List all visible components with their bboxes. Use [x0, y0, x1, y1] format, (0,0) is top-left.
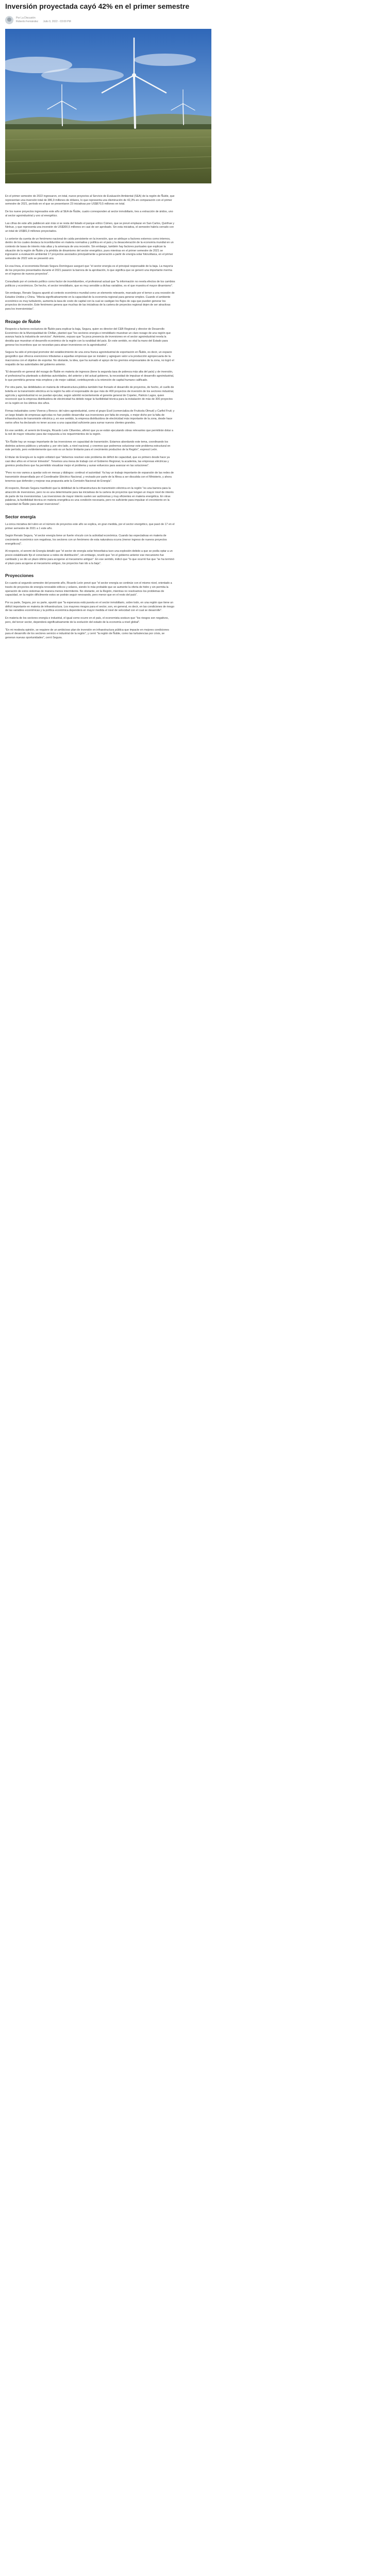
byline [5, 12, 376, 28]
article-section [5, 514, 376, 566]
byline-author[interactable]: Roberto Fernández [16, 20, 39, 23]
article-paragraph: "En Ñuble hay un rezago importante de las inversiones en capacidad de transmisión. Estamos abordando este tema, coordinando los distintos actores públicos y privados y, por otro lado, a nivel nacional, y creemos que podremos solucionar este problema estructural en este período, pero evidentemente que esto es un factor limitante para el crecimiento productivo de la Región", expresó León. [5, 440, 171, 452]
section-heading: Rezago de Ñuble [5, 318, 41, 324]
byline-date: Julio 9, 2022 - 03:00 PM [43, 20, 71, 23]
article-paragraph: Firmas industriales como Viveros y Brevco; del rubro agroindustrial, como el grupo Exzil (comercializa de Fruticola Olmué) y Carfiol Fruit; y un largo listado de empresas agrícolas no han podido desarrollar sus inversiones por falta de energía, o mejor dicho por la falta de infraestructura de transmisión eléctrica y, en ese sentido, la empresa distribuidora de electricidad más importante de la zona, desde hace varios años ha declarado no tener acceso a una capacidad suficiente para sumar nuevos clientes grandes. [5, 409, 175, 425]
article-paragraph: "En mi modesta opinión, se requiere de un ambicioso plan de inversión en infraestructura pública que impacte en mejores condiciones para el desarrollo de los sectores servicio e industrial de la región", y cerró "la región de Ñuble, como las turbulencias por crisis, se generan nuevas oportunidades", cerró Segura. [5, 628, 169, 639]
article-paragraph: Por su parte, Segura, por su parte, apuntó que "la esperanza está puesta en el sector inmobiliario, sobre todo, en una región que tiene un déficit importante en materia de infraestructura. Los mayores riesgos para el sector, son, en general, es decir, en las condiciones de riesgo de las variables económicas y la política económica dependerá en mayor medida el nivel de velocidad con el cual se desarrolle". [5, 601, 174, 613]
article-paragraph: En el primer semestre de 2022 ingresaron, en total, nueve proyectos al Servicio de Evaluación Ambiental (SEA) de la región de Ñuble, que representan una inversión total de 386,9 millones de dólares, lo que representa una disminución de 42,3% en comparación con el primer semestre de 2021, período en el que se presentaron 23 iniciativas por US$670,5 millones en total. [5, 195, 175, 206]
article-paragraph: Las cifras de este año palidecen aún más si se resta del listado el parque eólico Cúmeo, que se prevé emplazar en San Carlos, Quirihue y Ninhue, y que representa una inversión de US$300,5 millones en casi de ser aprobado. Sin esta iniciativa, el semestre habría cerrado con un total de US$81,9 millones proyectados. [5, 222, 174, 233]
article-paragraph: Al respecto, el seremi de Energía detalló que "el sector de energía solar fotovoltaica tuvo una explosión debido a que se podía optar a un precio estabilizado fijo el conectarse a redes de distribución", sin embargo, reveló que "en el gobierno anterior ese mecanismo fue cambiado y se dio un plazo último para acogerse al mecanismo antiguo". En ese sentido, indicó que "lo que ocurrió fue que "se ha terminó el plazo para acogerse al mecanismo antiguo, los proyectos han ido a la baja". [5, 550, 174, 565]
article-paragraph: En materia de los sectores energía e industrial, el igual como ocurre en el país, el economista sostuvo que "los riesgos son negativos, pero, del tercer sector, dependerá significativamente de la evolución del estado de la economía a nivel global". [5, 617, 169, 624]
byline-meta [16, 20, 75, 24]
hero-photo [5, 29, 211, 183]
section-heading: Sector energía [5, 514, 36, 519]
article-paragraph: En ese sentido, el seremi de Energía, Ricardo León Cifuentes, afirmó que ya se están ejecutando obras relevantes que permitirán dotar a la red de mayor robustez para dar respuesta a los requerimientos de la región. [5, 429, 173, 436]
byline-label: Por La Discusión [16, 16, 36, 20]
article-paragraph: En esa línea, el economista Renato Segura Domínguez aseguró que "el sector energía es el principal responsable de la baja. La mayoría de los proyectos presentados durante el 2021 pasaron la barrera de la aprobación, lo que significa que se generó una importante merma en el ingreso de nuevos proyectos". [5, 264, 173, 276]
section-heading: Proyecciones [5, 573, 34, 579]
article-paragraph: Lo anterior da cuenta de un fenómeno nacional de caída persistente en la inversión, que se atribuye a factores externos como internos, dentro de los cuales destaca la incertidumbre en materia normativa y política en el país y la desaceleración de la economía mundial en un contexto de tasas de interés más altas y la amenaza de una recesión. Sin embargo, también hay factores puntuales que explican la situación de la región de Ñuble y la pérdida de dinamismo del sector energético, pues mientras en el primer semestre de 2021 se ingresaron a evaluación ambiental 17 proyectos asociados principalmente a generación a partir de energía solar fotovoltaica, en el primer semestre de 2022 solo se presentó uno. [5, 237, 174, 261]
article-title: Inversión proyectada cayó 42% en el primer semestre [5, 2, 190, 10]
article-paragraph: Sin embargo, Renato Segura apuntó al contexto económico mundial como un elemento relevante, marcado por el temor a una recesión de Estados Unidos y China. "Afecta significativamente en la capacidad de la economía regional para generar empleo. Cuando el ambiente económico es muy turbulento, aumenta la tasa de costo de capital con la cual se castigan los flujos de caja que pueden generar los proyectos de inversión. Este fenómeno genera que muchas de las iniciativas de la cartera de proyectos regional dejen de ser atractivas para los inversionistas". [5, 292, 175, 311]
article-body [5, 195, 376, 640]
article-paragraph: En cuanto al segundo semestre del presente año, Ricardo León prevé que "el sector energía se continúe con el mismo nivel, orientado a través de proyectos de energía renovable eólicos y solares, siendo lo más probable que se aumente la oferta de hidro y sin permita la operación de estos sistemas de manera menos intermitente. No obstante, en la Región, mientras no resolvamos los problemas de capacidad, en la región difícilmente estos se podrán seguir renovando, pero menor que en el resto del país". [5, 582, 172, 597]
article-paragraph: La única iniciativa del rubro en el número de proyectos este año se explica, en gran medida, por el sector energético, que pasó de 17 en el primer semestre de 2021 a 1 este año. [5, 522, 175, 530]
article-paragraph: Según Renato Segura, "el sector energía tiene un fuerte vínculo con la actividad económica. Cuando las expectativas en materia de crecimiento económico son negativas, los sectores con un fenómeno de esta naturaleza ocurra (menor ingreso de nuevos proyectos energéticos)". [5, 534, 167, 546]
article-section [5, 573, 376, 640]
byline-text [16, 16, 75, 24]
article-sections [5, 319, 376, 640]
article-paragraph: Por otra parte, las debilidades en materia de infraestructura pública también han frenado el desarrollo de proyectos, de hecho, el cuello de botella en la transmisión eléctrica en la región ha sido el responsable de que más de 400 proyectos de inversión de los sectores industrial, agrícola y agroindustrial no se puedan ejecutar, según advirtió recientemente el gerente general de Copelec, Patricio Lagos, quien reconoció que la empresa distribuidora de electricidad ha debido negar la factibilidad técnica para la instalación de más de 300 proyectos en la región en los últimos dos años. [5, 386, 174, 405]
article-paragraph: "El desarrollo en general del rezago de Ñuble en materia de ingresos (tiene la segunda tasa de pobreza más alta del país) y de inversión, el profesional ha planteado a distintas autoridades, del anterior y del actual gobierno, la necesidad de impulsar el desarrollo agroindustrial, lo que permitiría generar más empleos y de mejor calidad, contribuyendo a la retención de capital humano calificado. [5, 370, 174, 382]
article-page [0, 2, 381, 640]
article-paragraph: Segura ha sido el principal promotor del establecimiento de una zona franca agroindustrial de exportación en Ñuble, es decir, un espacio geográfico que ofrezca exenciones tributarias a aquellas empresas que se instalen y agreguen valor a la producción agropecuaria de la macrozona con el objetivo de exportar. No obstante, la idea, que ha sumado el apoyo de los gremios empresariales de la zona, no logró el respaldo de las autoridades del gobierno anterior. [5, 351, 174, 366]
author-avatar [5, 16, 13, 24]
cloud [41, 68, 124, 82]
article-paragraph: Al respecto, Renato Segura manifestó que la debilidad de la infraestructura de transmisión eléctrica en la región "es una barrera para la atracción de inversiones, pero no es una determinante para las iniciativas de la cartera de proyectos que tengan un mayor nivel de interés de parte de los inversionistas. Las inversiones de mayor interés suelen ser autónomas y muy eficientes en materia energética. En otras palabras, la factibilidad técnica en materia energética es una condición necesaria, pero no suficiente para impulsar el crecimiento en la capacidad de Ñuble para atraer inversiones". [5, 487, 174, 506]
article-section [5, 319, 376, 507]
cloud [134, 54, 196, 66]
article-paragraph: El titular de Energía en la región enfatizó que "debemos resolver este problema de déficit de capacidad, que es primero desde hace ya casi diez años en el tercer trimestre". Tenemos una mesa de trabajo con el Gobierno Regional, la academia, las empresas eléctricas y gremios productivos que ha permitido visualizar mejor el problema y aunar esfuerzos para avanzar en las soluciones". [5, 456, 170, 467]
article-intro [5, 195, 376, 312]
article-paragraph: Consultado por el contexto político como factor de incertidumbre, el profesional actual que "la información no revela efectos de los cambios políticos y económicos. De hecho, el sector inmobiliario, que es muy sensible a dichas variables, es el que muestra el mayor dinamismo". [5, 280, 175, 287]
article-paragraph: "Pero no nos vamos a quedar solo en mesas y diálogos: continuó el autoridad: Ya hay un trabajo importante de expansión de las redes de transmisión desarrollada por el Coordinador Eléctrico Nacional, y revisado por parte de la Mesa a ser discutida con el Ministerio, y ahora tenemos que defender y mejorar esa propuesta ante la Comisión Nacional de Energía". [5, 471, 174, 483]
article-paragraph: De los nueve proyectos ingresados este año al SEA de Ñuble, cuatro corresponden al sector inmobiliario, tres a extracción de áridos, uno al sector agroindustrial y uno al energético. [5, 210, 173, 217]
article-paragraph: Respecto a factores exclusivos de Ñuble para explicar la baja, Segura, quien es director del CEB Regional y director de Desarrollo Económico de la Municipalidad de Chillán, planteó que "los sectores energía e inmobiliario muestran un claro rezago de una región que avanza hacia la industria de servicios". Asimismo, expuso que "la poca presencia de inversiones en el sector agroindustrial revela la desidia que muestran el desarrollo económico de la región con la ruralidad del país. En este sentido, es vital la mano del Estado para generar los incentivos que se necesitan para atraer inversiones en la agroindustria". [5, 327, 171, 347]
